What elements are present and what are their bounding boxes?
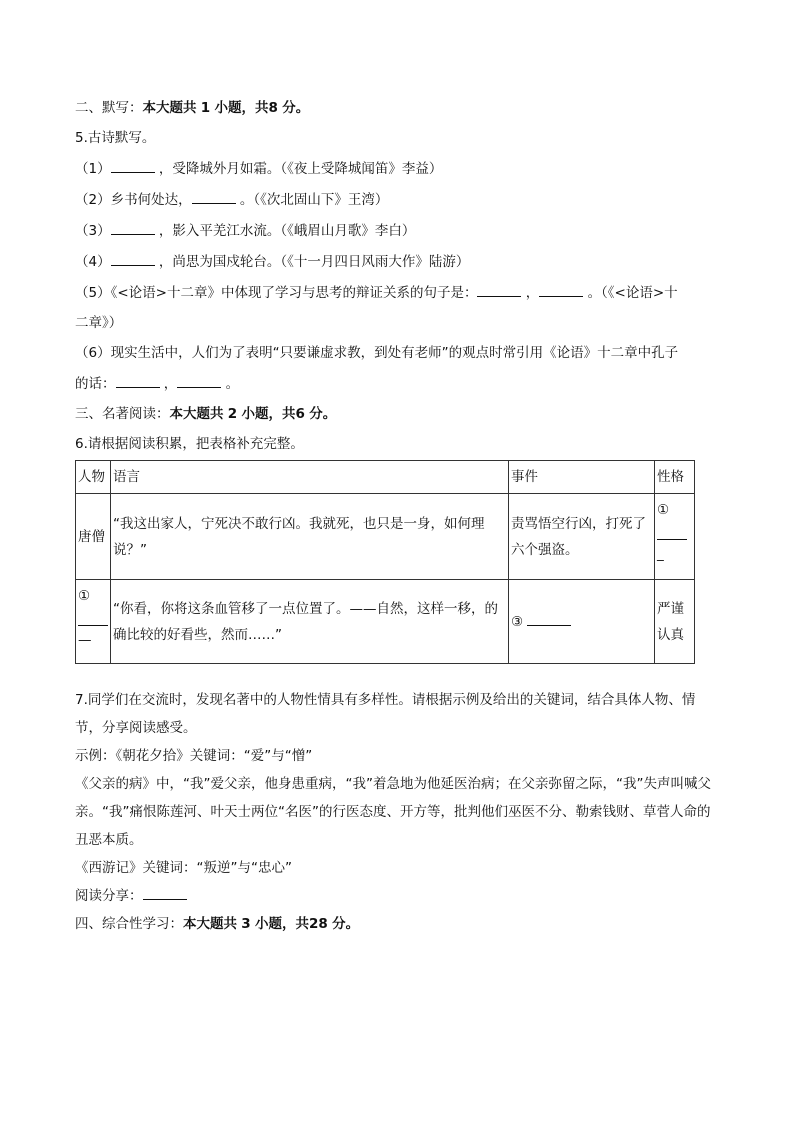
table-row [76,494,695,580]
q6-table [75,460,695,664]
cell-event: ③ [509,580,655,664]
answer-blank[interactable] [527,611,571,626]
header-cell: 事件 [509,461,655,494]
q7-task: 《西游记》关键词：“叛逆”与“忠心” [75,860,292,876]
q5-item-5: （5）《<论语>十二章》中体现了学习与思考的辩证关系的句子是： ， 。（《<论语>十 [75,282,720,303]
cell-speech: “你看，你将这条血管移了一点位置了。——自然，这样一移，的确比较的好看些，然而……” [111,580,509,664]
section-4-heading: 四、综合性学习：本大题共 3 小题，共28 分。 [75,916,360,932]
answer-blank[interactable] [111,158,155,173]
q7-example-text: 《父亲的病》中，“我”爱父亲，他身患重病，“我”着急地为他延医治病；在父亲弥留之际，“我”失声叫喊父亲。“我”痛恨陈莲河、叶天士两位“名医”的行医态度、开方等，批判他们巫医不分、勒索钱财、草菅人命的丑恶本质。 [75,776,711,848]
header-cell: 语言 [111,461,509,494]
q5-item-3: （3） ，影入平羌江水流。（《峨眉山月歌》李白） [75,220,720,241]
cell-trait: ① _ [655,494,695,580]
cell-speech: “我这出家人，宁死决不敢行凶。我就死，也只是一身，如何理说？” [111,494,509,580]
q7-share: 阅读分享： [75,882,720,910]
cell-trait: 严谨认真 [655,580,695,664]
answer-blank[interactable] [177,373,221,388]
answer-blank[interactable] [539,282,583,297]
cell-person: ① — [76,580,111,664]
q5-title: 5.古诗默写。 [75,130,156,146]
exam-page [75,98,720,938]
section-2-heading: 二、默写：本大题共 1 小题，共8 分。 [75,100,310,116]
q6-title: 6.请根据阅读积累，把表格补充完整。 [75,436,304,452]
q7-example-label: 示例：《朝花夕拾》关键词：“爱”与“憎” [75,748,313,764]
section-3-heading: 三、名著阅读：本大题共 2 小题，共6 分。 [75,406,337,422]
answer-blank[interactable] [111,220,155,235]
table-row [76,580,695,664]
q5-item-4: （4） ，尚思为国戍轮台。（《十一月四日风雨大作》陆游） [75,251,720,272]
q5-item-5-cont: 二章》） [75,315,123,331]
q5-item-1: （1） ，受降城外月如霜。（《夜上受降城闻笛》李益） [75,158,720,179]
answer-blank[interactable] [78,611,108,626]
answer-blank[interactable] [111,251,155,266]
q5-item-6: （6）现实生活中，人们为了表明“只要谦虚求教，到处有老师”的观点时常引用《论语》十二章中孔子 [75,345,679,361]
cell-event: 责骂悟空行凶，打死了六个强盗。 [509,494,655,580]
answer-blank[interactable] [657,525,687,540]
table-header-row [76,461,695,494]
answer-blank[interactable] [477,282,521,297]
q5-item-6-cont: 的话： ， 。 [75,373,720,394]
answer-blank[interactable] [192,189,236,204]
q7-title: 7.同学们在交流时，发现名著中的人物性情具有多样性。请根据示例及给出的关键词，结合具体人物、情节，分享阅读感受。 [75,692,696,736]
cell-person: 唐僧 [76,494,111,580]
answer-blank[interactable] [116,373,160,388]
q5-item-2: （2）乡书何处达， 。（《次北固山下》王湾） [75,189,720,210]
header-cell: 人物 [76,461,111,494]
header-cell: 性格 [655,461,695,494]
answer-blank[interactable] [143,885,187,900]
